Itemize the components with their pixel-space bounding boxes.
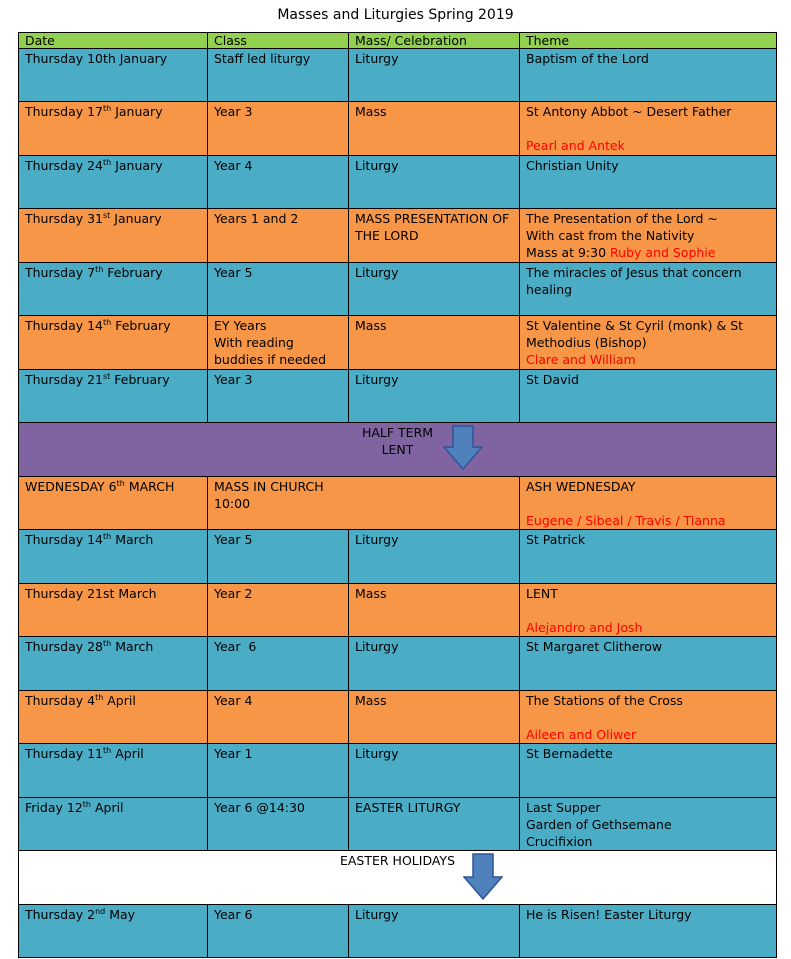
mass-cell: Liturgy — [349, 370, 520, 423]
theme-cell: The miracles of Jesus that concern healing — [520, 263, 777, 316]
date-cell: Thursday 7th February — [19, 263, 208, 316]
mass-cell: Liturgy — [349, 156, 520, 209]
reader-names: Clare and William — [526, 352, 636, 367]
mass-cell: Mass — [349, 691, 520, 744]
reader-names: Eugene / Sibeal / Travis / Tianna — [526, 513, 726, 528]
easter-holidays-cell — [19, 851, 777, 905]
mass-cell: Mass — [349, 316, 520, 370]
date-cell: Thursday 14th March — [19, 530, 208, 584]
table-row — [19, 905, 777, 958]
table-row — [19, 102, 777, 156]
class-cell: Year 3 — [208, 102, 349, 156]
class-cell: Year 2 — [208, 584, 349, 637]
class-cell: EY Years With reading buddies if needed — [208, 316, 349, 370]
date-cell: Thursday 21st March — [19, 584, 208, 637]
class-cell: Year 1 — [208, 744, 349, 798]
theme-cell: St Valentine & St Cyril (monk) & St Methodius (Bishop) Clare and William — [520, 316, 777, 370]
reader-names: Aileen and Oliwer — [526, 727, 637, 742]
date-cell: Thursday 31st January — [19, 209, 208, 263]
date-cell: Thursday 4th April — [19, 691, 208, 744]
table-row — [19, 209, 777, 263]
table-row — [19, 744, 777, 798]
theme-cell: He is Risen! Easter Liturgy — [520, 905, 777, 958]
theme-cell: The Presentation of the Lord ~ With cast from the Nativity Mass at 9:30 Ruby and Sophie — [520, 209, 777, 263]
half-term-row — [19, 423, 777, 477]
mass-cell: Mass — [349, 584, 520, 637]
date-cell: WEDNESDAY 6th MARCH — [19, 477, 208, 530]
theme-cell: Christian Unity — [520, 156, 777, 209]
theme-cell: St Patrick — [520, 530, 777, 584]
document-title: Masses and Liturgies Spring 2019 — [277, 7, 514, 23]
header-class: Class — [208, 33, 349, 49]
table-row — [19, 477, 777, 530]
class-cell: MASS IN CHURCH 10:00 — [208, 477, 520, 530]
theme-cell: St Antony Abbot ~ Desert Father Pearl and Antek — [520, 102, 777, 156]
class-cell: Year 6 @14:30 — [208, 798, 349, 851]
table-row — [19, 530, 777, 584]
class-cell: Year 3 — [208, 370, 349, 423]
date-cell: Thursday 14th February — [19, 316, 208, 370]
class-cell: Year 4 — [208, 156, 349, 209]
header-theme: Theme — [520, 33, 777, 49]
mass-cell: Mass — [349, 102, 520, 156]
schedule-table — [18, 32, 777, 958]
class-cell: Year 6 — [208, 905, 349, 958]
header-row — [19, 33, 777, 49]
table-row — [19, 156, 777, 209]
date-cell: Thursday 17th January — [19, 102, 208, 156]
theme-cell: Baptism of the Lord — [520, 49, 777, 102]
theme-cell: St David — [520, 370, 777, 423]
class-cell: Year 5 — [208, 530, 349, 584]
arrow-down-icon — [443, 425, 483, 471]
class-cell: Year 5 — [208, 263, 349, 316]
mass-cell: EASTER LITURGY — [349, 798, 520, 851]
table-row — [19, 370, 777, 423]
table-row — [19, 691, 777, 744]
table-row — [19, 798, 777, 851]
date-cell: Thursday 28th March — [19, 637, 208, 691]
mass-cell: Liturgy — [349, 530, 520, 584]
arrow-down-icon — [463, 853, 503, 901]
table-row — [19, 49, 777, 102]
header-date: Date — [19, 33, 208, 49]
theme-cell: ASH WEDNESDAY Eugene / Sibeal / Travis / Tianna — [520, 477, 777, 530]
theme-cell: St Margaret Clitherow — [520, 637, 777, 691]
mass-cell: Liturgy — [349, 263, 520, 316]
date-cell: Thursday 2nd May — [19, 905, 208, 958]
half-term-cell — [19, 423, 777, 477]
theme-cell: St Bernadette — [520, 744, 777, 798]
theme-cell: The Stations of the Cross Aileen and Oliwer — [520, 691, 777, 744]
lent-label: LENT — [381, 442, 414, 457]
mass-cell: MASS PRESENTATION OF THE LORD — [349, 209, 520, 263]
mass-cell: Liturgy — [349, 637, 520, 691]
date-cell: Thursday 21st February — [19, 370, 208, 423]
table-row — [19, 316, 777, 370]
reader-names: Pearl and Antek — [526, 138, 625, 153]
date-cell: Friday 12th April — [19, 798, 208, 851]
class-cell: Staff led liturgy — [208, 49, 349, 102]
reader-names: Ruby and Sophie — [610, 245, 716, 260]
table-row — [19, 263, 777, 316]
header-mass: Mass/ Celebration — [349, 33, 520, 49]
theme-cell: Last Supper Garden of Gethsemane Crucifixion — [520, 798, 777, 851]
class-cell: Year 4 — [208, 691, 349, 744]
mass-cell: Liturgy — [349, 744, 520, 798]
easter-holidays-row — [19, 851, 777, 905]
mass-cell: Liturgy — [349, 905, 520, 958]
reader-names: Alejandro and Josh — [526, 620, 643, 635]
date-cell: Thursday 24th January — [19, 156, 208, 209]
date-cell: Thursday 11th April — [19, 744, 208, 798]
table-row — [19, 637, 777, 691]
class-cell: Year 6 — [208, 637, 349, 691]
table-row — [19, 584, 777, 637]
easter-holidays-label: EASTER HOLIDAYS — [339, 853, 456, 868]
date-cell: Thursday 10th January — [19, 49, 208, 102]
theme-cell: LENT Alejandro and Josh — [520, 584, 777, 637]
class-cell: Years 1 and 2 — [208, 209, 349, 263]
mass-cell: Liturgy — [349, 49, 520, 102]
half-term-label: HALF TERM — [361, 425, 434, 440]
